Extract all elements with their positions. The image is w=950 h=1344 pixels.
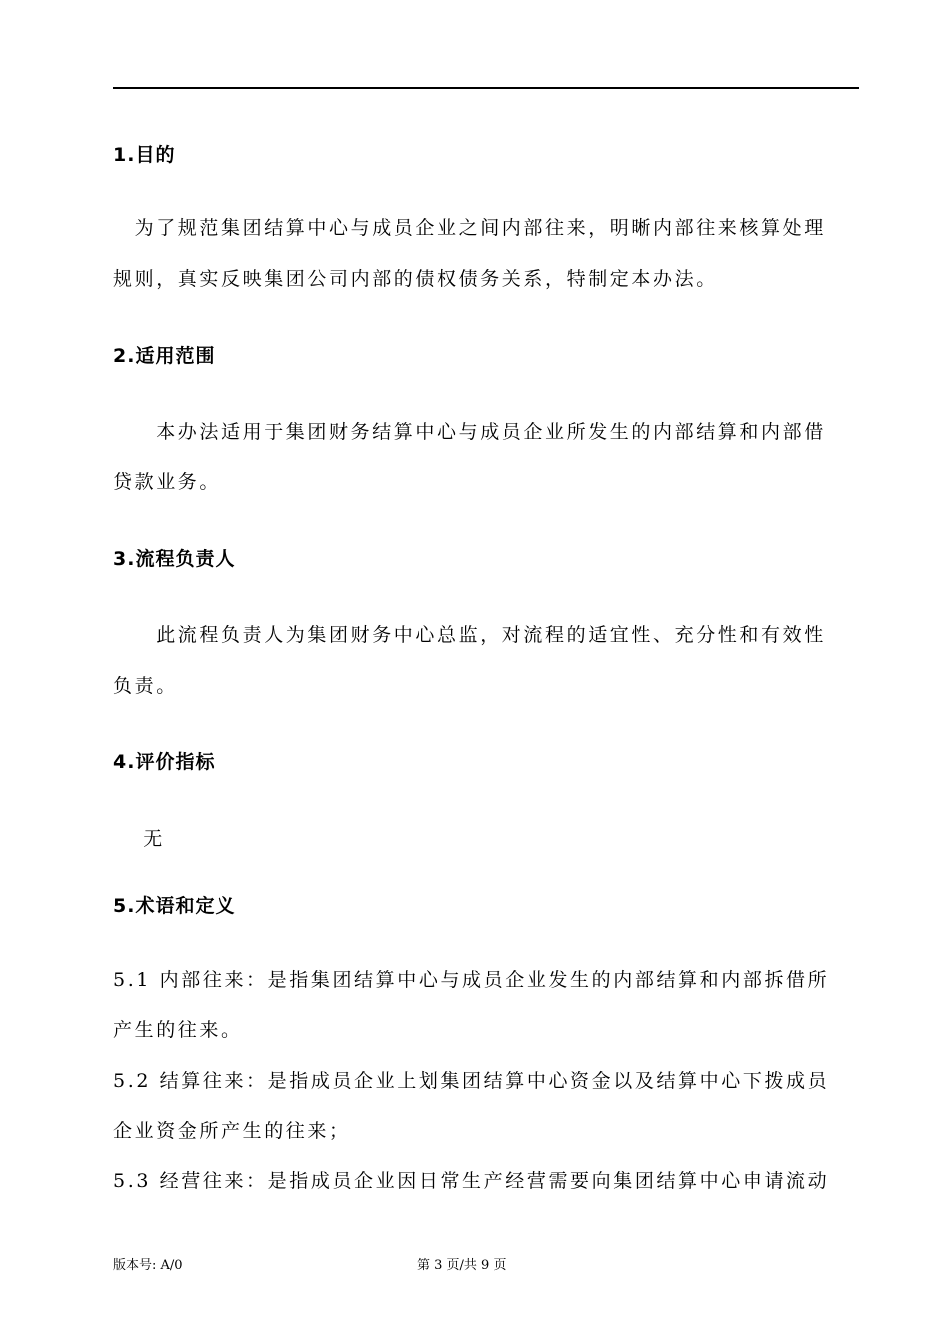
section-3-line-1: 此流程负责人为集团财务中心总监，对流程的适宜性、充分性和有效性	[113, 624, 826, 646]
section-2-heading: 2.适用范围	[113, 345, 216, 367]
section-2-line-2: 贷款业务。	[113, 471, 222, 493]
section-4-heading: 4.评价指标	[113, 751, 216, 773]
definition-line: 5.2 结算往来：是指成员企业上划集团结算中心资金以及结算中心下拨成员	[113, 1070, 830, 1092]
section-1-line-2: 规则，真实反映集团公司内部的债权债务关系，特制定本办法。	[113, 268, 718, 290]
section-1-line-1: 为了规范集团结算中心与成员企业之间内部往来，明晰内部往来核算处理	[113, 217, 826, 239]
section-2-line-1: 本办法适用于集团财务结算中心与成员企业所发生的内部结算和内部借	[113, 421, 826, 443]
header-rule	[113, 87, 859, 89]
definition-line: 企业资金所产生的往来；	[113, 1120, 351, 1142]
definition-line: 5.3 经营往来：是指成员企业因日常生产经营需要向集团结算中心申请流动	[113, 1170, 830, 1192]
section-1-heading: 1.目的	[113, 144, 176, 166]
version-number: 版本号: A/0	[113, 1258, 183, 1273]
page-number: 第 3 页/共 9 页	[417, 1258, 507, 1273]
definition-line: 产生的往来。	[113, 1019, 243, 1041]
section-4-text: 无	[113, 828, 165, 850]
section-3-line-2: 负责。	[113, 675, 178, 697]
section-5-heading: 5.术语和定义	[113, 895, 236, 917]
section-3-heading: 3.流程负责人	[113, 548, 236, 570]
definition-line: 5.1 内部往来：是指集团结算中心与成员企业发生的内部结算和内部拆借所	[113, 969, 830, 991]
